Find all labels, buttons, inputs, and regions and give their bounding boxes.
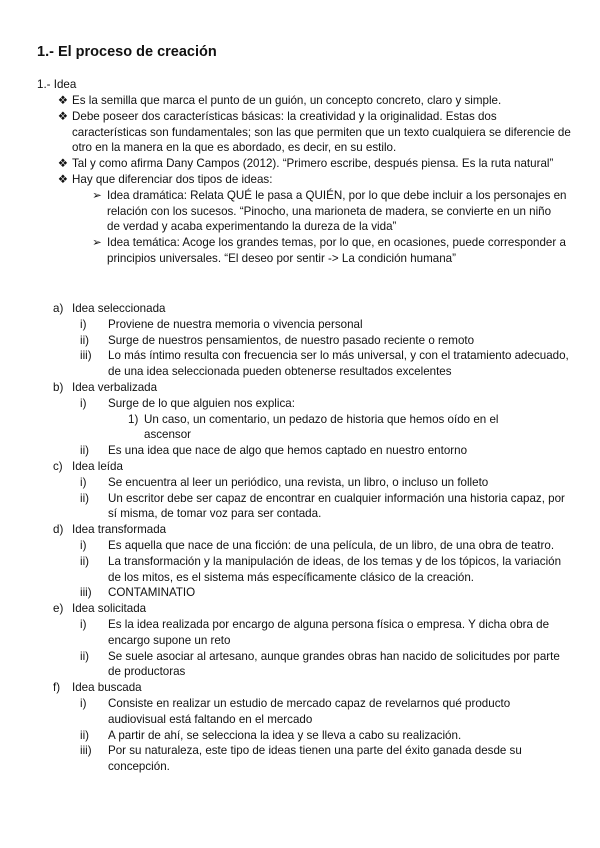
item-text: Consiste en realizar un estudio de mercado capaz de revelarnos qué producto audiovisual está faltando en el mercado <box>108 696 511 726</box>
item-text: La transformación y la manipulación de ideas, de los temas y de los tópicos, la variación de los mitos, es el sistema más específicamente clásico de la creación. <box>108 554 562 584</box>
section-title: Idea buscada <box>72 681 142 695</box>
section-letter: c) <box>53 459 63 473</box>
item-text: Proviene de nuestra memoria o vivencia personal <box>108 317 363 331</box>
item-text: Surge de nuestros pensamientos, de nuestro pasado reciente o remoto <box>108 333 475 347</box>
item-number: i) <box>80 696 87 710</box>
section-title: Idea solicitada <box>72 602 147 616</box>
item-number: ii) <box>80 333 90 347</box>
list-item <box>0 333 600 349</box>
item-number: ii) <box>80 444 90 458</box>
bullet-text: Es la semilla que marca el punto de un guión, un concepto concreto, claro y simple. <box>72 94 502 107</box>
item-number: i) <box>80 617 87 631</box>
item-text: CONTAMINATIO <box>108 586 196 600</box>
item-text: Es una idea que nace de algo que hemos captado en nuestro entorno <box>108 444 468 458</box>
arrow-bullet-icon: ➢ <box>92 236 102 250</box>
section-item <box>0 301 600 317</box>
item-number: iii) <box>80 349 92 363</box>
arrow-text: Idea temática: Acoge los grandes temas, por lo que, en ocasiones, puede corresponder a principios universales. “El deseo por sentir -> La condición humana” <box>107 236 566 265</box>
arrow-item <box>0 188 600 235</box>
item-number: i) <box>80 475 87 489</box>
item-text: Se encuentra al leer un periódico, una revista, un libro, o incluso un folleto <box>108 475 489 489</box>
list-item <box>0 491 600 523</box>
list-item <box>0 696 600 728</box>
arrow-text: Idea dramática: Relata QUÉ le pasa a QUIÉN, por lo que debe incluir a los personajes en relación con los sucesos. “Pinocho, una marioneta de madera, se convierte en un niño de verdad y acaba experimentando la dureza de la vida” <box>107 188 567 234</box>
bullet-text: Hay que diferenciar dos tipos de ideas: <box>72 172 273 186</box>
section-title: Idea seleccionada <box>72 302 166 315</box>
section-letter: e) <box>53 602 64 616</box>
list-item <box>0 743 600 775</box>
list-item <box>0 649 600 681</box>
item-text: Es la idea realizada por encargo de alguna persona física o empresa. Y dicha obra de encargo supone un reto <box>108 617 550 647</box>
section-letter: d) <box>53 523 64 537</box>
section-letter: f) <box>53 681 61 695</box>
item-number: ii) <box>80 649 90 663</box>
item-text: A partir de ahí, se selecciona la idea y se lleva a cabo su realización. <box>108 728 462 742</box>
section-title: Idea leída <box>72 459 123 473</box>
diamond-bullet-icon: ❖ <box>57 157 69 171</box>
diamond-bullet-icon: ❖ <box>57 94 69 107</box>
section-title: Idea verbalizada <box>72 380 158 394</box>
list-item <box>0 443 600 459</box>
bullet-text: Debe poseer dos características básicas: la creatividad y la originalidad. Estas dos características son fundamentales; son las que permiten que un texto cualquiera se diferencie de otro en la manera en la que es abordado, es decir, en su estilo. <box>72 109 571 155</box>
diamond-bullet-icon: ❖ <box>57 172 69 186</box>
arrow-bullet-icon: ➢ <box>92 188 102 202</box>
list-item <box>0 538 600 554</box>
list-item <box>0 554 600 586</box>
idea-types-list <box>0 301 600 775</box>
section-item <box>0 680 600 696</box>
subitem-text: Un caso, un comentario, un pedazo de historia que hemos oído en el ascensor <box>144 412 499 442</box>
section-title: Idea transformada <box>72 523 167 537</box>
item-number: iii) <box>80 586 92 600</box>
item-number: ii) <box>80 554 90 568</box>
list-item <box>0 348 600 380</box>
item-number: i) <box>80 538 87 552</box>
item-text: Un escritor debe ser capaz de encontrar en cualquier información una historia capaz, por sí misma, de tomar voz para ser contada. <box>108 491 565 521</box>
bullet-item <box>0 93 600 109</box>
section-item <box>0 601 600 617</box>
diamond-bullet-icon: ❖ <box>57 109 69 123</box>
section-item <box>0 522 600 538</box>
item-number: iii) <box>80 744 92 758</box>
page-title: 1.- El proceso de creación <box>37 44 217 60</box>
section-heading: 1.- Idea <box>37 78 77 91</box>
list-item <box>0 617 600 649</box>
list-item <box>0 728 600 744</box>
section-letter: a) <box>53 302 64 315</box>
list-item <box>0 317 600 333</box>
item-text: Es aquella que nace de una ficción: de una película, de un libro, de una obra de teatro. <box>108 538 555 552</box>
item-text: Por su naturaleza, este tipo de ideas tienen una parte del éxito ganada desde su concepción. <box>108 744 522 774</box>
list-item <box>0 475 600 491</box>
item-text: Se suele asociar al artesano, aunque grandes obras han nacido de solicitudes por parte de productoras <box>108 649 560 679</box>
section-item <box>0 380 600 396</box>
list-item <box>0 396 600 412</box>
item-number: ii) <box>80 728 90 742</box>
section-item <box>0 459 600 475</box>
item-number: i) <box>80 396 87 410</box>
numbered-subitem <box>0 412 600 444</box>
section-letter: b) <box>53 380 64 394</box>
item-number: ii) <box>80 491 90 505</box>
arrow-item <box>0 235 600 267</box>
bullet-item <box>0 156 600 172</box>
bullet-item <box>0 109 600 156</box>
item-text: Lo más íntimo resulta con frecuencia ser lo más universal, y con el tratamiento adecuado, de una idea seleccionada pueden obtenerse resultados excelentes <box>108 349 569 379</box>
item-number: i) <box>80 317 87 331</box>
subitem-number: 1) <box>128 412 139 426</box>
item-text: Surge de lo que alguien nos explica: <box>108 396 295 410</box>
idea-bullet-list <box>0 93 600 267</box>
bullet-text: Tal y como afirma Dany Campos (2012). “Primero escribe, después piensa. Es la ruta natural” <box>72 157 554 171</box>
list-item <box>0 585 600 601</box>
bullet-item <box>0 172 600 188</box>
